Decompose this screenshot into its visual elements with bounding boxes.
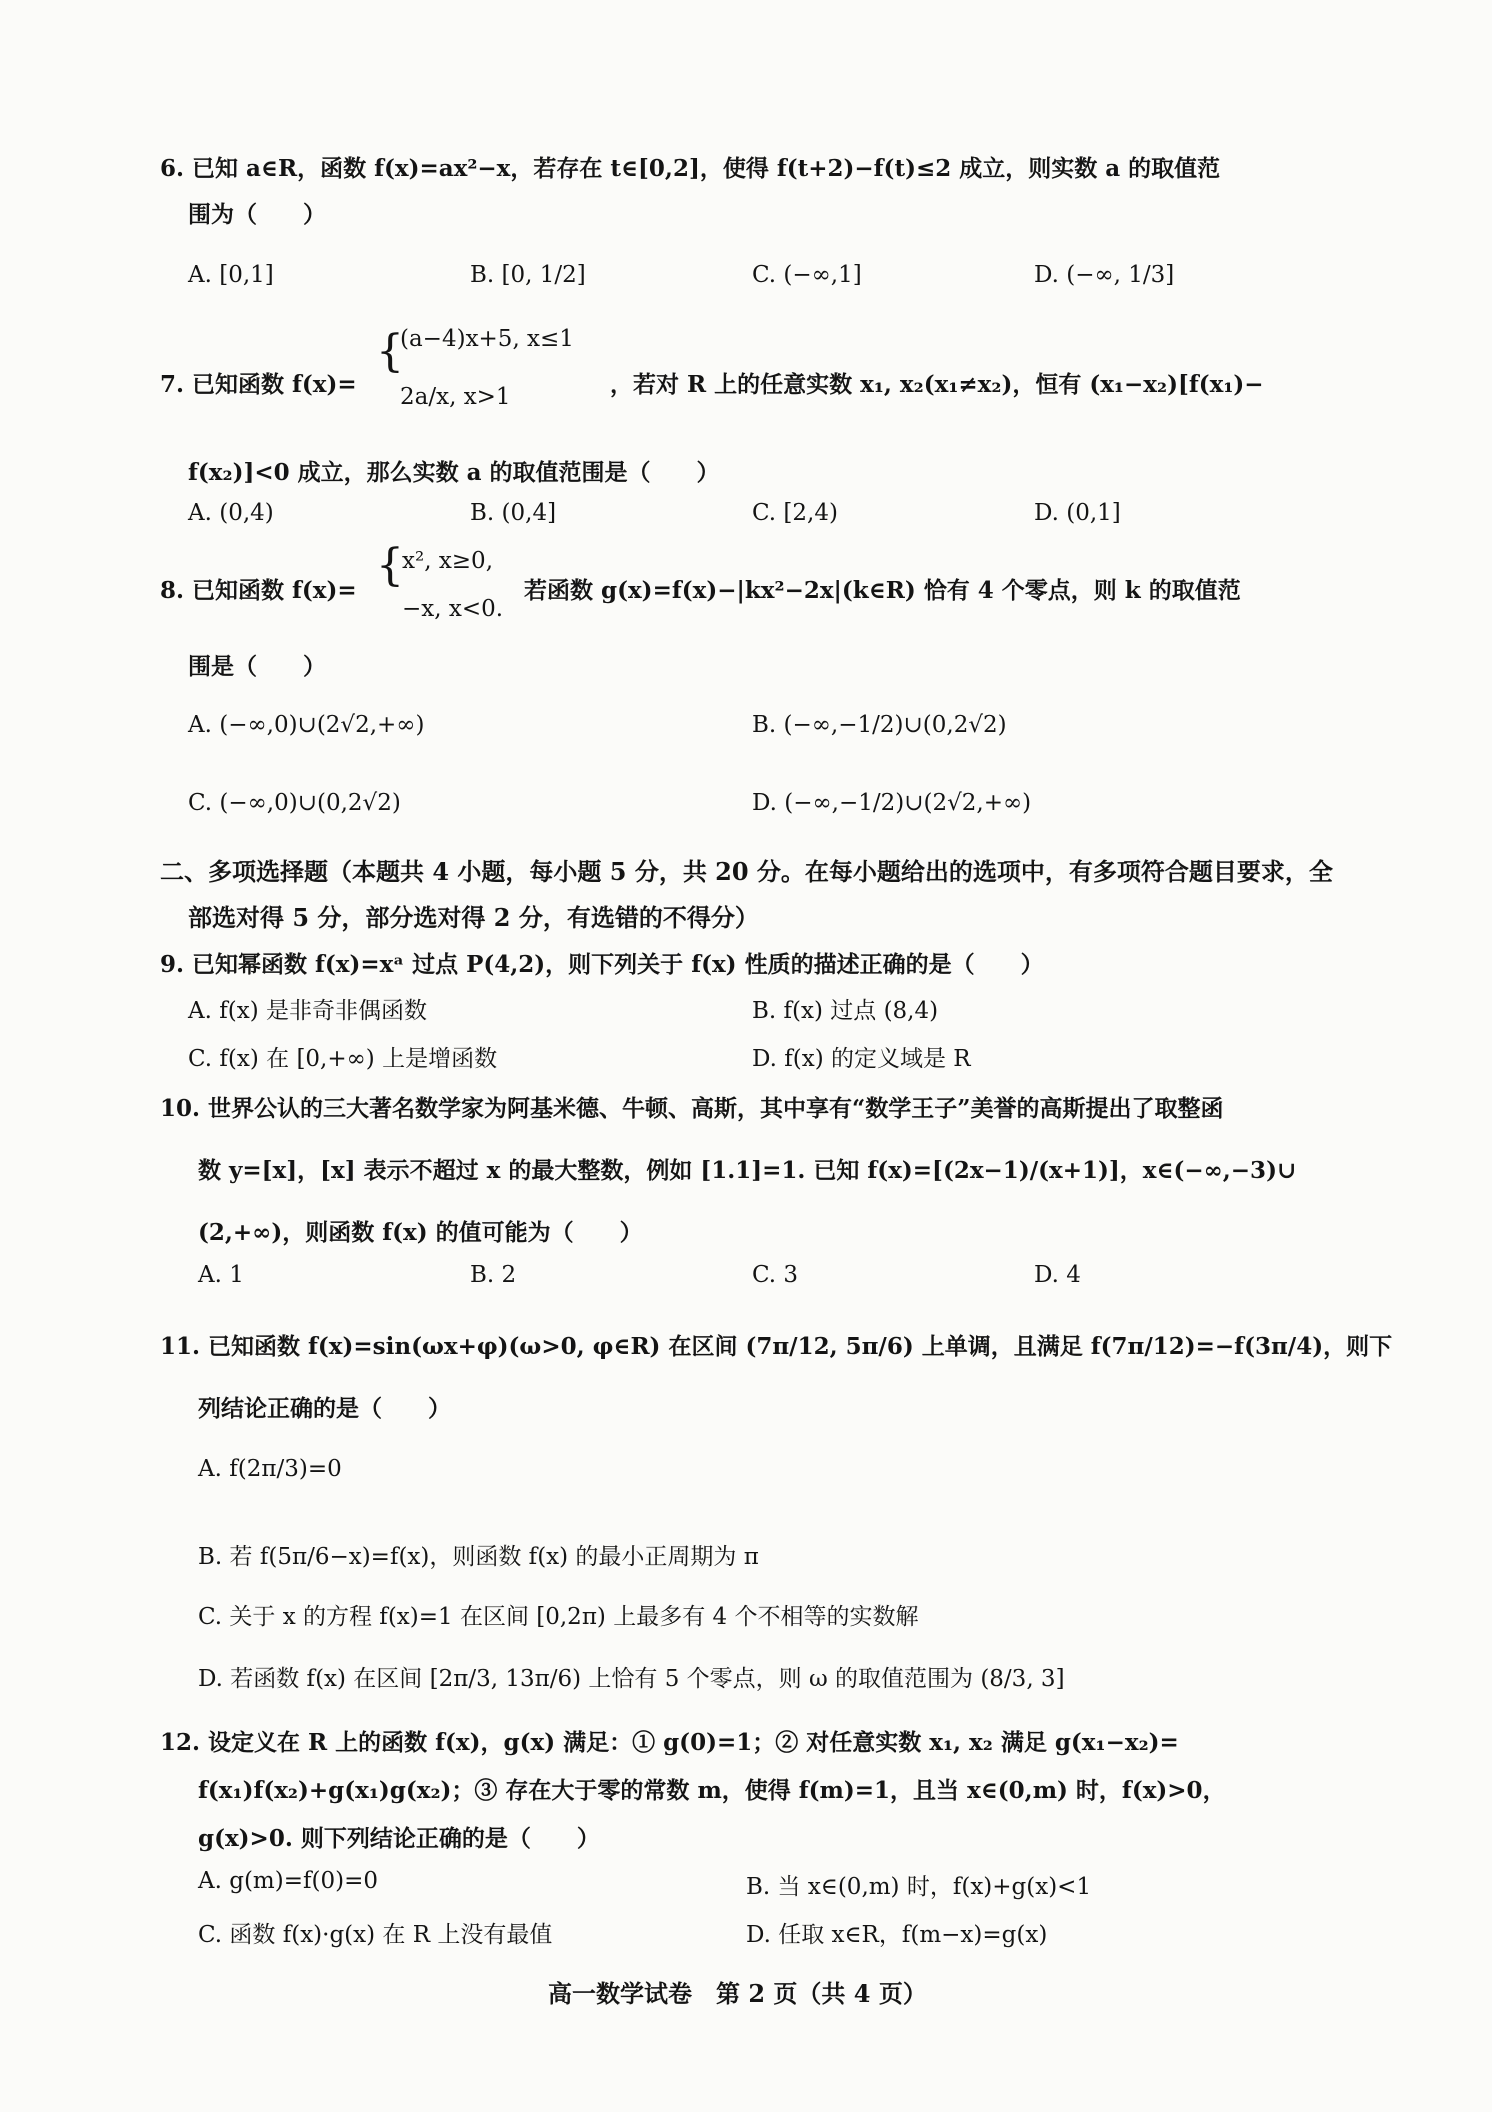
q10-stem-line2: 数 y=[x]，[x] 表示不超过 x 的最大整数，例如 [1.1]=1. 已知 f(x)=[(2x−1)/(x+1)]，x∈(−∞,−3)∪ [198,1157,1297,1184]
q7-option-b: B. (0,4] [470,500,557,526]
q7-option-c: C. [2,4) [752,500,838,526]
q6-option-c: C. (−∞,1] [752,262,862,288]
q7-piecewise-brace: { [376,326,404,377]
section2-heading-line2: 部选对得 5 分，部分选对得 2 分，有选错的不得分） [188,903,759,932]
q8-option-a: A. (−∞,0)∪(2√2,+∞) [188,712,425,738]
q10-option-a: A. 1 [198,1262,244,1288]
q8-option-b: B. (−∞,−1/2)∪(0,2√2) [752,712,1007,738]
q11-option-b: B. 若 f(5π/6−x)=f(x)，则函数 f(x) 的最小正周期为 π [198,1544,759,1570]
q9-stem: 9. 已知幂函数 f(x)=xᵃ 过点 P(4,2)，则下列关于 f(x) 性质的描述正确的是（ ） [160,951,1044,978]
q8-case1: x², x≥0, [402,548,494,574]
q12-stem-line2: f(x₁)f(x₂)+g(x₁)g(x₂)；③ 存在大于零的常数 m，使得 f(m)=1，且当 x∈(0,m) 时，f(x)>0， [198,1777,1226,1804]
q10-option-d: D. 4 [1034,1262,1081,1288]
q9-option-d: D. f(x) 的定义域是 R [752,1046,971,1072]
q10-option-c: C. 3 [752,1262,799,1288]
q11-stem-line2: 列结论正确的是（ ） [198,1395,451,1422]
q11-option-a: A. f(2π/3)=0 [198,1456,342,1482]
q7-stem-line2: f(x₂)]<0 成立，那么实数 a 的取值范围是（ ） [188,459,720,486]
q6-option-a: A. [0,1] [188,262,274,288]
section2-heading-line1: 二、多项选择题（本题共 4 小题，每小题 5 分，共 20 分。在每小题给出的选项中，有多项符合题目要求，全 [160,857,1333,886]
q8-stem-line1: 8. 已知函数 f(x)= [160,577,357,604]
q12-stem-line3: g(x)>0. 则下列结论正确的是（ ） [198,1825,600,1852]
q12-option-a: A. g(m)=f(0)=0 [198,1868,378,1894]
q7-case2: 2a/x, x>1 [400,384,511,410]
q12-option-b: B. 当 x∈(0,m) 时，f(x)+g(x)<1 [746,1874,1092,1900]
q7-stem-line1: 7. 已知函数 f(x)= [160,371,357,398]
q10-stem-line3: (2,+∞)，则函数 f(x) 的值可能为（ ） [198,1219,643,1246]
q6-stem-line1: 6. 已知 a∈R，函数 f(x)=ax²−x，若存在 t∈[0,2]，使得 f(t+2)−f(t)≤2 成立，则实数 a 的取值范 [160,155,1221,182]
q7-stem-line1b: ，若对 R 上的任意实数 x₁, x₂(x₁≠x₂)，恒有 (x₁−x₂)[f(x₁)− [610,371,1264,398]
q11-stem-line1: 11. 已知函数 f(x)=sin(ωx+φ)(ω>0, φ∈R) 在区间 (7π/12, 5π/6) 上单调，且满足 f(7π/12)=−f(3π/4)，则下 [160,1333,1393,1360]
q7-option-d: D. (0,1] [1034,500,1121,526]
q11-option-c: C. 关于 x 的方程 f(x)=1 在区间 [0,2π) 上最多有 4 个不相等的实数解 [198,1604,919,1630]
q7-option-a: A. (0,4) [188,500,274,526]
q8-option-c: C. (−∞,0)∪(0,2√2) [188,790,401,816]
q9-option-b: B. f(x) 过点 (8,4) [752,998,939,1024]
q9-option-c: C. f(x) 在 [0,+∞) 上是增函数 [188,1046,498,1072]
q7-case1: (a−4)x+5, x≤1 [400,326,574,352]
q8-piecewise-brace: { [376,540,404,591]
q10-option-b: B. 2 [470,1262,517,1288]
q8-stem-line1b: 若函数 g(x)=f(x)−|kx²−2x|(k∈R) 恰有 4 个零点，则 k 的取值范 [524,577,1241,604]
q6-stem-line2: 围为（ ） [188,201,326,228]
q12-stem-line1: 12. 设定义在 R 上的函数 f(x)，g(x) 满足：① g(0)=1；② 对任意实数 x₁, x₂ 满足 g(x₁−x₂)= [160,1729,1179,1756]
q10-stem-line1: 10. 世界公认的三大著名数学家为阿基米德、牛顿、高斯，其中享有“数学王子”美誉的高斯提出了取整函 [160,1095,1224,1122]
q8-case2: −x, x<0. [402,596,504,622]
q12-option-c: C. 函数 f(x)·g(x) 在 R 上没有最值 [198,1922,553,1948]
q9-option-a: A. f(x) 是非奇非偶函数 [188,998,427,1024]
q11-option-d: D. 若函数 f(x) 在区间 [2π/3, 13π/6) 上恰有 5 个零点，则 ω 的取值范围为 (8/3, 3] [198,1666,1065,1692]
q6-option-b: B. [0, 1/2] [470,262,586,288]
q8-stem-line2: 围是（ ） [188,653,326,680]
page-footer: 高一数学试卷 第 2 页（共 4 页） [548,1979,927,2008]
q8-option-d: D. (−∞,−1/2)∪(2√2,+∞) [752,790,1032,816]
q6-option-d: D. (−∞, 1/3] [1034,262,1175,288]
q12-option-d: D. 任取 x∈R，f(m−x)=g(x) [746,1922,1048,1948]
